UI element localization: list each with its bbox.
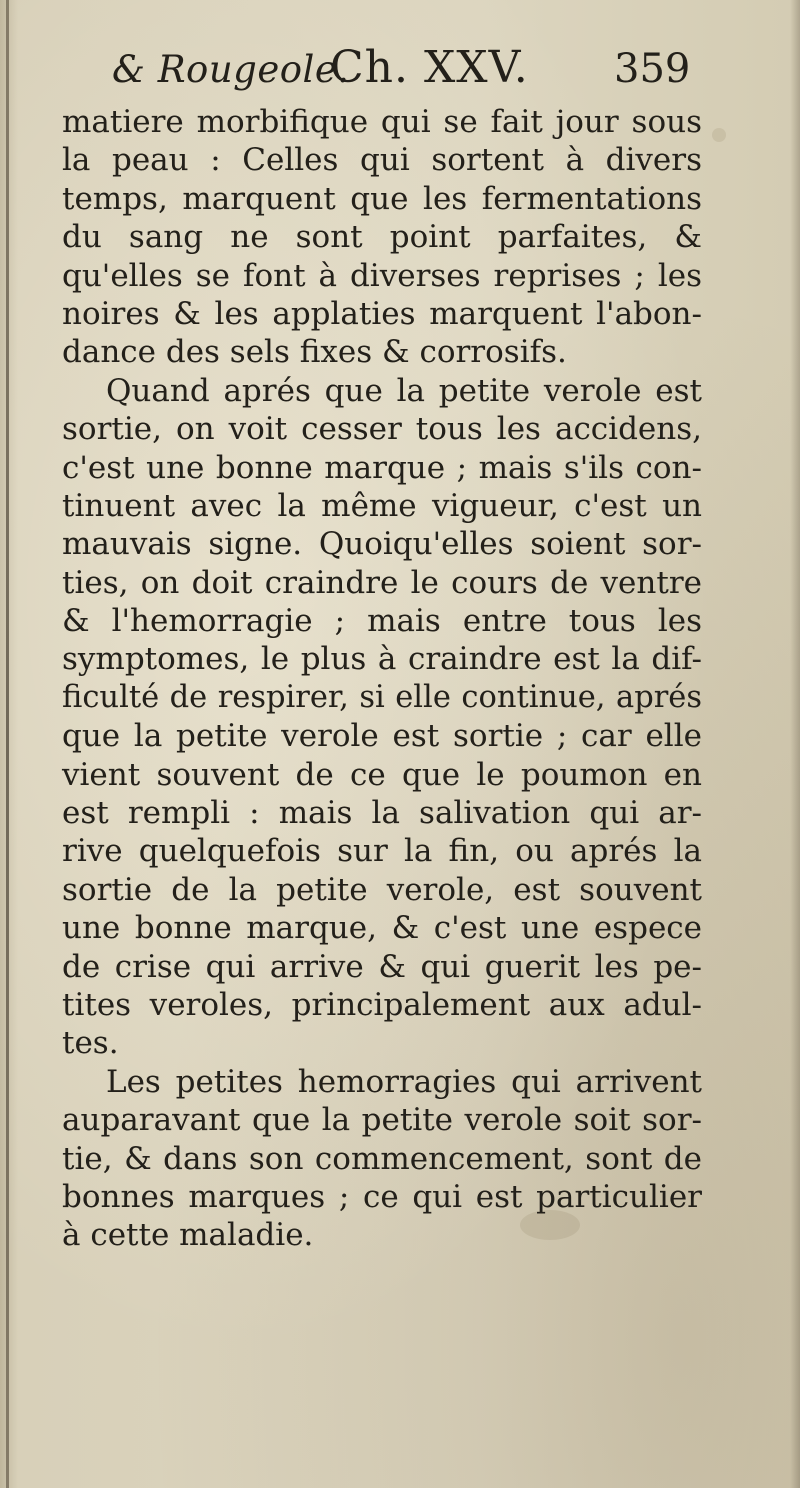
text-line: est rempli : mais la salivation qui ar-: [62, 795, 702, 832]
text-line: noires & les applaties marquent l'abon-: [62, 295, 702, 332]
text-line: une bonne marque, & c'est une espece: [62, 910, 702, 947]
text-line: qu'elles se font à diverses reprises ; les: [62, 257, 702, 294]
text-line: ties, on doit craindre le cours de ventre: [62, 564, 702, 601]
text-line: tites veroles, principalement aux adul-: [62, 986, 702, 1023]
text-line: que la petite verole est sortie ; car elle: [62, 718, 702, 755]
body-text: [62, 103, 702, 1255]
page-gutter: [6, 0, 9, 1488]
text-line: matiere morbifique qui se fait jour sous: [62, 104, 702, 140]
text-line: à cette maladie.: [62, 1217, 314, 1254]
text-line: rive quelquefois sur la fin, ou aprés la: [62, 833, 702, 870]
chapter-heading: Ch. XXV.: [330, 42, 529, 93]
text-line: de crise qui arrive & qui guerit les pe-: [62, 948, 702, 985]
page-number: 359: [614, 46, 691, 92]
text-line: c'est une bonne marque ; mais s'ils con-: [62, 449, 702, 486]
running-title: & Rougeole.: [112, 48, 350, 91]
page-header: [62, 42, 702, 102]
text-line: tes.: [62, 1025, 119, 1062]
paper-stain: [712, 128, 726, 142]
text-line: vient souvent de ce que le poumon en: [62, 756, 702, 793]
text-line: ficulté de respirer, si elle continue, aprés: [62, 679, 702, 715]
page-edge-shadow: [790, 0, 800, 1488]
text-line: du sang ne sont point parfaites, &: [62, 219, 702, 256]
text-line: mauvais signe. Quoiqu'elles soient sor-: [62, 526, 702, 563]
text-line: bonnes marques ; ce qui est particulier: [62, 1178, 702, 1215]
paragraph-start: Les petites hemorragies qui arrivent: [106, 1063, 702, 1100]
text-line: temps, marquent que les fermentations: [62, 180, 702, 217]
text-line: & l'hemorragie ; mais entre tous les: [62, 603, 702, 640]
text-line: auparavant que la petite verole soit sor-: [62, 1102, 702, 1139]
text-line: tie, & dans son commencement, sont de: [62, 1140, 702, 1177]
paragraph-start: Quand aprés que la petite verole est: [106, 372, 702, 409]
text-line: la peau : Celles qui sortent à divers: [62, 142, 702, 179]
text-line: dance des sels fixes & corrosifs.: [62, 334, 567, 371]
text-line: symptomes, le plus à craindre est la dif-: [62, 641, 702, 678]
text-line: tinuent avec la même vigueur, c'est un: [62, 487, 702, 524]
text-line: sortie de la petite verole, est souvent: [62, 871, 702, 908]
text-line: sortie, on voit cesser tous les accidens,: [62, 411, 702, 448]
